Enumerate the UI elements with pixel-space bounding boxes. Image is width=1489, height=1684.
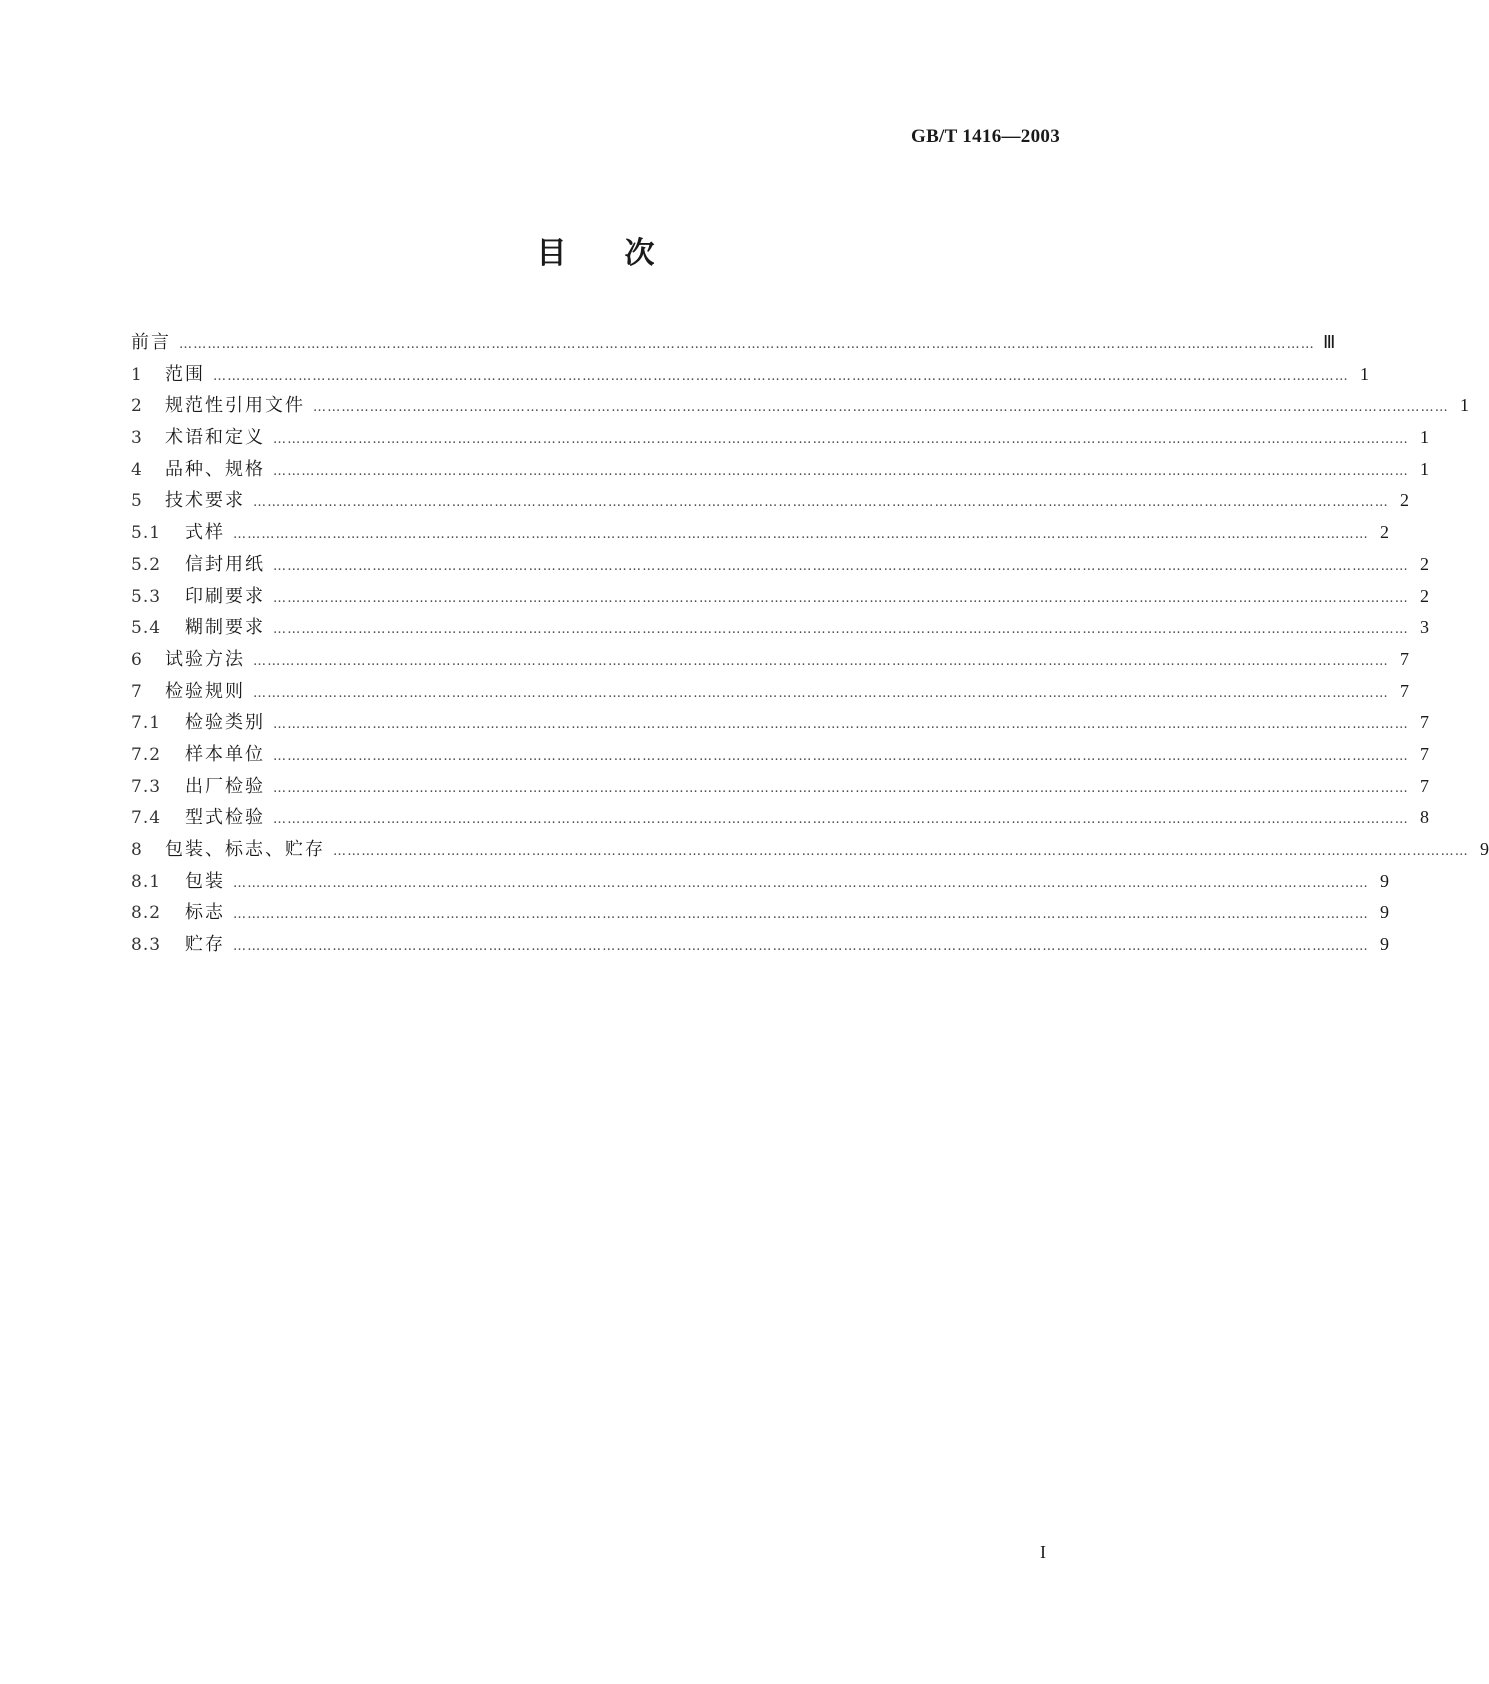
- toc-entry-label: 贮存: [185, 934, 225, 956]
- toc-entry-number: 3: [131, 428, 142, 449]
- toc-entry-label: 糊制要求: [185, 617, 265, 639]
- toc-entry-page: 7: [1420, 712, 1429, 733]
- toc-entry-number: 5.1: [131, 523, 162, 544]
- toc-entry-label: 技术要求: [165, 490, 245, 512]
- toc-entry-number: 7.1: [131, 713, 162, 734]
- toc-entry-label: 出厂检验: [185, 775, 265, 797]
- toc-entry-page: 2: [1420, 553, 1429, 574]
- toc-entry-page: 8: [1420, 807, 1429, 828]
- toc-entry-number: 1: [131, 364, 142, 385]
- toc-entry-page: Ⅲ: [1323, 332, 1336, 352]
- toc-entry-number: 7.2: [131, 744, 162, 765]
- toc-entry-label: 术语和定义: [165, 427, 265, 449]
- dot-leader: ……………………………………………………………………………………………………………………………………………………………………………………………………………………: [253, 685, 1389, 701]
- toc-entry-label: 标志: [185, 902, 225, 924]
- toc-entry-page: 2: [1420, 585, 1429, 606]
- dot-leader: ……………………………………………………………………………………………………………………………………………………………………………………………………………………: [273, 780, 1409, 796]
- dot-leader: ……………………………………………………………………………………………………………………………………………………………………………………………………………………: [253, 495, 1389, 511]
- toc-entry-label: 规范性引用文件: [165, 395, 305, 417]
- toc-entry-page: 3: [1420, 617, 1429, 638]
- toc-entry[interactable]: [131, 613, 1429, 645]
- dot-leader: ……………………………………………………………………………………………………………………………………………………………………………………………………………………: [213, 368, 1349, 384]
- toc-entry-label: 试验方法: [165, 648, 245, 670]
- toc-entry-label: 前言: [131, 332, 171, 353]
- toc-entry[interactable]: [131, 867, 1389, 899]
- toc-entry-number: 8.3: [131, 935, 162, 956]
- dot-leader: ……………………………………………………………………………………………………………………………………………………………………………………………………………………: [273, 558, 1409, 574]
- toc-entry-number: 7: [131, 681, 142, 702]
- toc-entry[interactable]: [131, 582, 1429, 614]
- toc-entry-number: 7.4: [131, 808, 162, 829]
- toc-entry-page: 1: [1420, 458, 1429, 479]
- dot-leader: ……………………………………………………………………………………………………………………………………………………………………………………………………………………: [313, 400, 1449, 416]
- toc-entry[interactable]: [131, 360, 1369, 392]
- toc-entry-page: 1: [1420, 427, 1429, 448]
- dot-leader: ……………………………………………………………………………………………………………………………………………………………………………………………………………………: [333, 844, 1469, 859]
- toc-entry-page: 9: [1380, 934, 1389, 955]
- page-number: I: [1040, 1542, 1046, 1562]
- toc-entry-label: 样本单位: [185, 743, 265, 765]
- dot-leader: ……………………………………………………………………………………………………………………………………………………………………………………………………………………: [273, 622, 1409, 638]
- dot-leader: ……………………………………………………………………………………………………………………………………………………………………………………………………………………: [273, 590, 1409, 606]
- dot-leader: ……………………………………………………………………………………………………………………………………………………………………………………………………………………: [233, 527, 1369, 543]
- toc-entry-page: 7: [1400, 680, 1409, 701]
- toc-entry-page: 2: [1400, 490, 1409, 511]
- toc-entry-number: 6: [131, 649, 142, 670]
- dot-leader: ……………………………………………………………………………………………………………………………………………………………………………………………………………………: [253, 653, 1389, 669]
- toc-entry[interactable]: [131, 677, 1409, 709]
- toc-entry-number: 7.3: [131, 776, 162, 797]
- standard-code: GB/T 1416—2003: [910, 126, 1060, 147]
- toc-entry[interactable]: [131, 930, 1389, 962]
- toc-entry[interactable]: [131, 645, 1409, 677]
- toc-entry-number: 5: [131, 491, 142, 512]
- toc-entry-label: 式样: [185, 522, 225, 544]
- toc-entry-number: 4: [131, 459, 142, 480]
- toc-entry[interactable]: [131, 740, 1429, 772]
- toc-entry-label: 范围: [165, 363, 205, 385]
- toc-entry[interactable]: [131, 835, 1489, 867]
- table-of-contents: [131, 328, 1489, 962]
- toc-entry[interactable]: [131, 455, 1429, 487]
- toc-entry-number: 8.1: [131, 871, 162, 892]
- page-title: 目次: [536, 236, 713, 271]
- dot-leader: ……………………………………………………………………………………………………………………………………………………………………………………………………………………: [233, 875, 1369, 891]
- dot-leader: ……………………………………………………………………………………………………………………………………………………………………………………………………………………: [273, 748, 1409, 764]
- toc-entry[interactable]: [131, 391, 1469, 423]
- toc-entry-label: 印刷要求: [185, 585, 265, 607]
- toc-entry-page: 7: [1420, 743, 1429, 764]
- toc-entry-label: 检验规则: [165, 680, 245, 702]
- toc-entry[interactable]: [131, 423, 1429, 455]
- toc-entry-page: 9: [1380, 902, 1389, 923]
- toc-entry-number: 2: [131, 396, 142, 417]
- toc-entry[interactable]: [131, 772, 1429, 804]
- toc-entry-label: 检验类别: [185, 712, 265, 734]
- toc-entry-number: 8: [131, 840, 142, 860]
- toc-entry-page: 1: [1360, 363, 1369, 384]
- toc-entry[interactable]: [131, 328, 1336, 360]
- toc-entry[interactable]: [131, 486, 1409, 518]
- dot-leader: ……………………………………………………………………………………………………………………………………………………………………………………………………………………: [233, 939, 1369, 955]
- toc-entry-page: 2: [1380, 522, 1389, 543]
- dot-leader: ……………………………………………………………………………………………………………………………………………………………………………………………………………………: [273, 432, 1409, 448]
- toc-entry[interactable]: [131, 518, 1389, 550]
- toc-entry-page: 7: [1400, 648, 1409, 669]
- toc-entry-label: 包装: [185, 870, 225, 892]
- toc-entry[interactable]: [131, 803, 1429, 835]
- toc-entry-label: 品种、规格: [165, 458, 265, 480]
- toc-entry[interactable]: [131, 898, 1389, 930]
- toc-entry-label: 型式检验: [185, 807, 265, 829]
- toc-entry-number: 8.2: [131, 903, 162, 924]
- dot-leader: ……………………………………………………………………………………………………………………………………………………………………………………………………………………: [233, 907, 1369, 923]
- dot-leader: ……………………………………………………………………………………………………………………………………………………………………………………………………………………: [179, 337, 1315, 352]
- toc-entry-number: 5.2: [131, 554, 162, 575]
- toc-entry-page: 1: [1460, 395, 1469, 416]
- dot-leader: ……………………………………………………………………………………………………………………………………………………………………………………………………………………: [273, 812, 1409, 828]
- toc-entry-label: 包装、标志、贮存: [165, 839, 325, 860]
- dot-leader: ……………………………………………………………………………………………………………………………………………………………………………………………………………………: [273, 717, 1409, 733]
- toc-entry[interactable]: [131, 708, 1429, 740]
- toc-entry-number: 5.4: [131, 618, 162, 639]
- dot-leader: ……………………………………………………………………………………………………………………………………………………………………………………………………………………: [273, 463, 1409, 479]
- toc-entry-label: 信封用纸: [185, 553, 265, 575]
- toc-entry-page: 7: [1420, 775, 1429, 796]
- toc-entry[interactable]: [131, 550, 1429, 582]
- toc-entry-number: 5.3: [131, 586, 162, 607]
- toc-entry-page: 9: [1380, 870, 1389, 891]
- toc-entry-page: 9: [1480, 839, 1489, 859]
